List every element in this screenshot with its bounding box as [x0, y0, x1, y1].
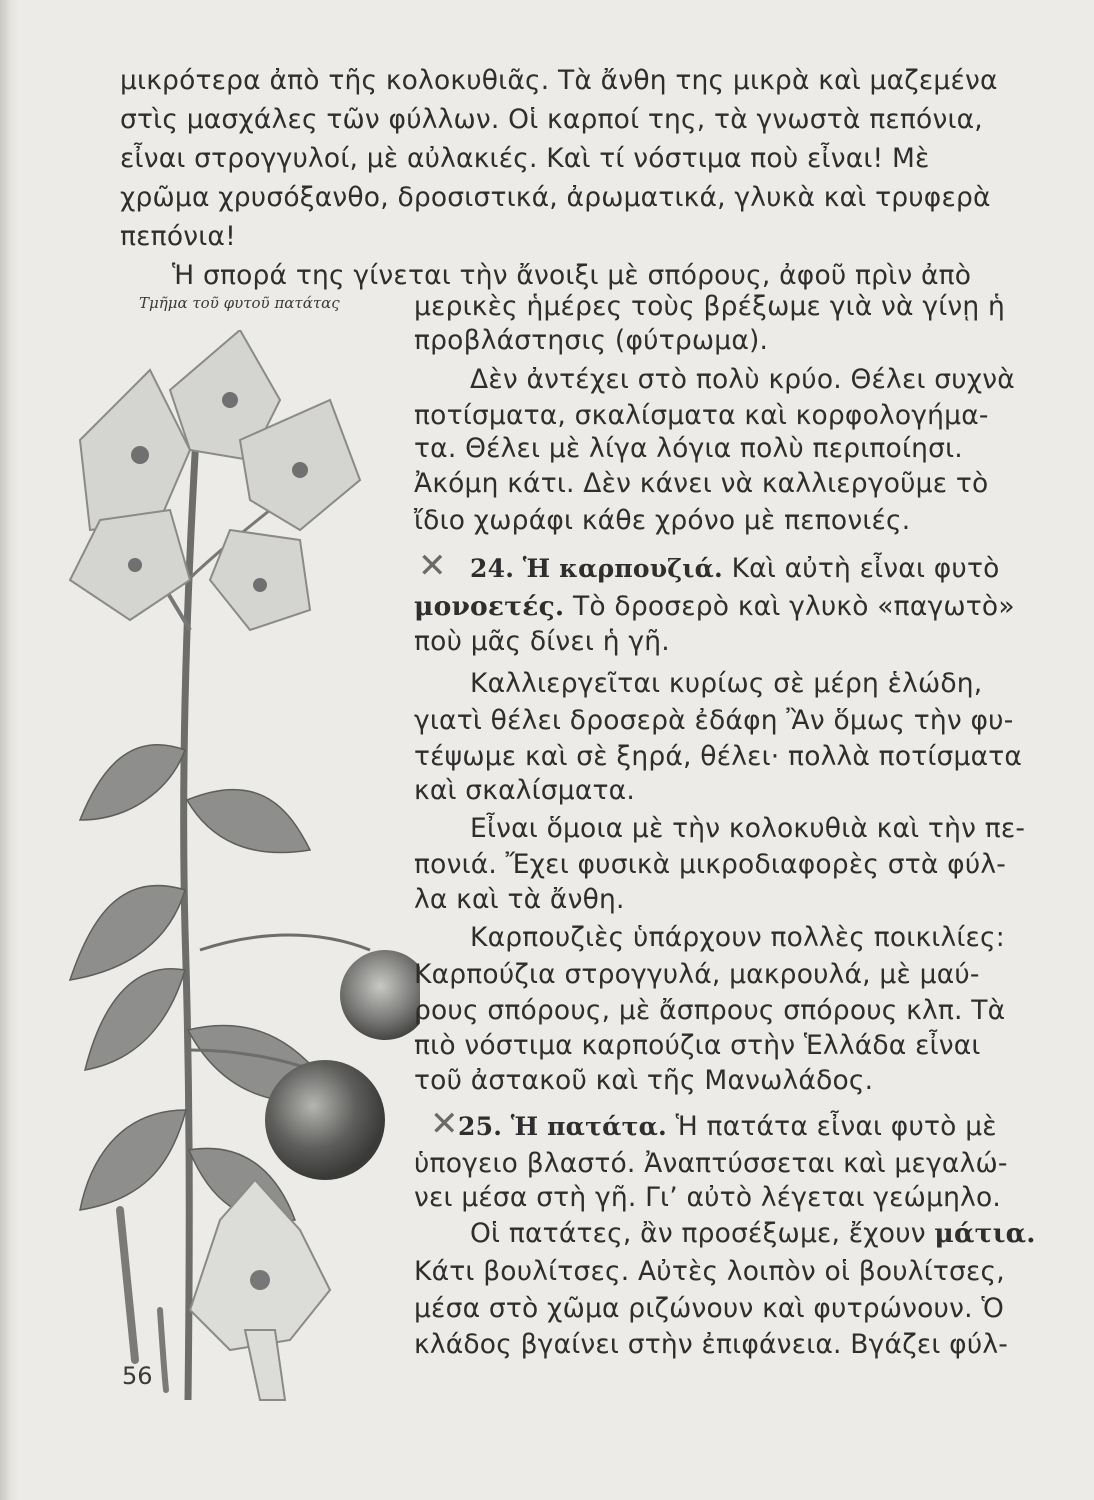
text-line: Ἀκόμη κάτι. Δὲν κάνει νὰ καλλιεργοῦμε τὸ	[414, 468, 989, 499]
text-span: Καὶ αὐτὴ εἶναι φυτὸ	[731, 553, 1000, 584]
text-line: κλάδος βγαίνει στὴν ἐπιφάνεια. Βγάζει φύλ-	[414, 1329, 1009, 1360]
text-line: Κάτι βουλίτσες. Αὐτὲς λοιπὸν οἱ βουλίτσες,	[414, 1256, 1005, 1287]
section-number: 24.	[470, 554, 515, 583]
page-number: 56	[122, 1362, 153, 1390]
text-line: μικρότερα ἀπὸ τῆς κολοκυθιᾶς. Τὰ ἄνθη της μικρὰ καὶ μαζεμένα	[120, 65, 998, 96]
potato-plant-illustration	[40, 330, 420, 1410]
text-line: νει μέσα στὴ γῆ. Γι’ αὐτὸ λέγεται γεώμηλο.	[414, 1182, 1002, 1213]
section-24-heading	[470, 552, 1000, 586]
text-line: Εἶναι ὅμοια μὲ τὴν κολοκυθιὰ καὶ τὴν πε-	[470, 813, 1026, 844]
text-line: πονιά. Ἔχει φυσικὰ μικροδιαφορὲς στὰ φύλ-	[414, 849, 1007, 880]
section-25-heading	[458, 1110, 997, 1144]
text-line: ποὺ μᾶς δίνει ἡ γῆ.	[414, 626, 670, 657]
text-line: πεπόνια!	[120, 221, 236, 252]
text-line: ποτίσματα, σκαλίσματα καὶ κορφολογήμα-	[414, 400, 989, 431]
text-line: εἶναι στρογγυλοί, μὲ αὐλακιές. Καὶ τί νόστιμα ποὺ εἶναι! Μὲ	[120, 143, 930, 174]
text-line: Δὲν ἀντέχει στὸ πολὺ κρύο. Θέλει συχνὰ	[470, 364, 1015, 395]
text-line: ρους σπόρους, μὲ ἄσπρους σπόρους κλπ. Τὰ	[414, 995, 1006, 1026]
text-line: τέψωμε καὶ σὲ ξηρά, θέλει· πολλὰ ποτίσματα	[414, 741, 1023, 772]
text-line: πιὸ νόστιμα καρπούζια στὴν Ἑλλάδα εἶναι	[414, 1030, 981, 1061]
bold-term: μονοετές.	[414, 591, 565, 622]
text-span: Τὸ δροσερὸ καὶ γλυκὸ «παγωτὸ»	[572, 591, 1015, 622]
text-line: τα. Θέλει μὲ λίγα λόγια πολὺ περιποίησι.	[414, 433, 963, 464]
text-line: μέσα στὸ χῶμα ριζώνουν καὶ φυτρώνουν. Ὁ	[414, 1293, 1005, 1324]
page-binding-edge	[0, 0, 18, 1500]
text-line: Καρπούζια στρογγυλά, μακρουλά, μὲ μαύ-	[414, 959, 980, 990]
text-line: μερικὲς ἡμέρες τοὺς βρέξωμε γιὰ νὰ γίνῃ ἡ	[414, 291, 1006, 322]
text-line	[414, 590, 1015, 624]
margin-cross-mark: ✕	[430, 1104, 459, 1144]
text-line: γιατὶ θέλει δροσερὰ ἐδάφη Ἂν ὅμως τὴν φυ-	[414, 705, 1014, 736]
text-line: ἴδιο χωράφι κάθε χρόνο μὲ πεπονιές.	[414, 505, 911, 536]
figure-caption: Τμῆμα τοῦ φυτοῦ πατάτας	[139, 294, 340, 312]
text-line	[470, 1217, 1036, 1251]
section-title: Ἡ πατάτα.	[510, 1112, 667, 1141]
text-line: Καρπουζιὲς ὑπάρχουν πολλὲς ποικιλίες:	[470, 922, 1005, 953]
text-line: τοῦ ἀστακοῦ καὶ τῆς Μανωλάδος.	[414, 1065, 874, 1096]
text-line: Καλλιεργεῖται κυρίως σὲ μέρη ἑλώδη,	[470, 668, 983, 699]
section-title: Ἡ καρπουζιά.	[522, 554, 723, 583]
text-line: καὶ σκαλίσματα.	[414, 775, 635, 806]
text-line: Ἡ σπορά της γίνεται τὴν ἄνοιξι μὲ σπόρους, ἀφοῦ πρὶν ἀπὸ	[172, 260, 972, 291]
text-line: προβλάστησις (φύτρωμα).	[414, 325, 769, 356]
bold-term: μάτια.	[934, 1218, 1036, 1249]
text-line: χρῶμα χρυσόξανθο, δροσιστικά, ἀρωματικά, γλυκὰ καὶ τρυφερὰ	[120, 182, 991, 213]
section-number: 25.	[458, 1112, 503, 1141]
text-span: Ἡ πατάτα εἶναι φυτὸ μὲ	[675, 1111, 997, 1142]
text-line: λα καὶ τὰ ἄνθη.	[414, 884, 625, 915]
text-span: Οἱ πατάτες, ἂν προσέξωμε, ἔχουν	[470, 1218, 926, 1249]
text-line: στὶς μασχάλες τῶν φύλλων. Οἱ καρποί της, τὰ γνωστὰ πεπόνια,	[120, 104, 983, 135]
margin-cross-mark: ✕	[418, 546, 447, 586]
text-line: ὑπογειο βλαστό. Ἀναπτύσσεται καὶ μεγαλώ-	[414, 1148, 1008, 1179]
